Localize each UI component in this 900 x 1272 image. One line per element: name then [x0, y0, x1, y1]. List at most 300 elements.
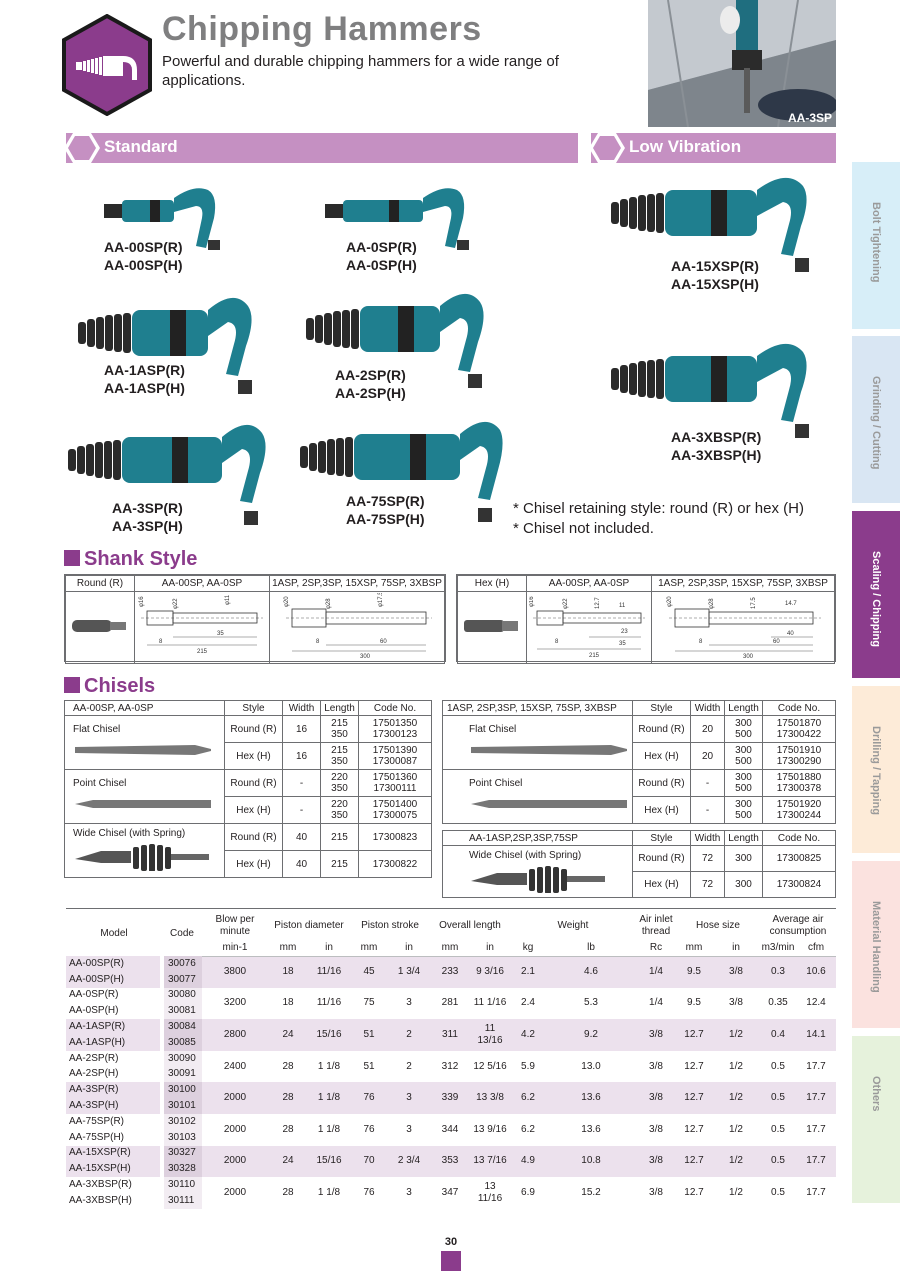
- width-cell: 16: [283, 743, 321, 770]
- dim-label: 60: [773, 639, 780, 645]
- spec-m3: 0.5: [760, 1146, 796, 1178]
- code-cell: 17300290: [776, 756, 822, 767]
- hdr-piston-stroke: Piston stroke: [361, 920, 419, 931]
- width-cell: 16: [283, 716, 321, 743]
- model-h: AA-2SP(H): [335, 385, 406, 401]
- length-cell: 300: [725, 872, 763, 898]
- hdr-air-consumption: Average air consumption: [769, 914, 827, 937]
- spec-code: 30080: [162, 988, 202, 1004]
- spec-pd-in: 15/16: [308, 1146, 350, 1178]
- width-cell: 40: [283, 851, 321, 878]
- shank-hex-large-header: 1ASP, 2SP,3SP, 15XSP, 75SP, 3XBSP: [652, 576, 835, 592]
- heading-square-icon: [64, 677, 80, 693]
- spec-st-in: 3: [388, 1082, 430, 1114]
- unit: cfm: [796, 940, 836, 956]
- spec-code: 30076: [162, 956, 202, 972]
- length-cell: 215: [331, 745, 348, 756]
- code-cell: 17300825: [763, 846, 836, 872]
- spec-model: AA-75SP(H): [66, 1130, 162, 1146]
- hdr-weight: Weight: [557, 920, 589, 931]
- spec-table: [66, 912, 836, 1209]
- model-h: AA-3SP(H): [112, 518, 183, 534]
- spec-row: [66, 1051, 836, 1067]
- spec-m3: 0.4: [760, 1019, 796, 1051]
- width-cell: -: [691, 797, 725, 824]
- spec-pd-mm: 18: [268, 988, 308, 1020]
- spec-st-in: 2: [388, 1051, 430, 1083]
- spec-ol-in: 13 3/8: [470, 1082, 510, 1114]
- model-h: AA-00SP(H): [104, 257, 183, 273]
- dim-label: φ28: [709, 598, 715, 609]
- side-tab-label: Drilling / Tapping: [870, 726, 882, 816]
- length-cell: 500: [735, 783, 752, 794]
- side-tab-label: Scaling / Chipping: [870, 551, 882, 647]
- spec-pd-mm: 18: [268, 956, 308, 988]
- spec-cfm: 17.7: [796, 1082, 836, 1114]
- spec-model: AA-1ASP(R): [66, 1019, 162, 1035]
- hex-large-diagram: [655, 593, 831, 659]
- flat-chisel-cell: [443, 716, 633, 770]
- label-aa-3xbsp: [671, 428, 761, 464]
- col-code: Code No.: [763, 701, 836, 716]
- label-aa-2sp: [335, 366, 406, 402]
- shank-hex-small-drawing: [527, 592, 652, 664]
- length-cell: 300: [735, 772, 752, 783]
- spec-pd-mm: 28: [268, 1082, 308, 1114]
- code-cell: 17300823: [359, 824, 432, 851]
- spec-ol-in: 13 7/16: [470, 1146, 510, 1178]
- standard-banner-label: Standard: [104, 137, 178, 156]
- dim-label: φ16: [139, 596, 145, 607]
- dim-label: 17.5: [751, 597, 757, 609]
- spec-rc: 3/8: [636, 1051, 676, 1083]
- spec-pd-in: 11/16: [308, 956, 350, 988]
- wide-chisel-cell: [65, 824, 225, 878]
- low-vibration-banner-label: Low Vibration: [629, 137, 742, 156]
- length-cell: 350: [331, 756, 348, 767]
- shank-round-label: Round (R): [66, 576, 135, 592]
- spec-row: [66, 988, 836, 1004]
- spec-ol-mm: 347: [430, 1177, 470, 1209]
- shank-round-large-drawing: [270, 592, 445, 664]
- spec-ol-in: 11 13/16: [470, 1019, 510, 1051]
- style-cell: Round (R): [225, 770, 283, 797]
- style-cell: Round (R): [225, 716, 283, 743]
- chisel-table-small: [64, 700, 432, 878]
- spec-st-mm: 75: [350, 988, 388, 1020]
- spec-kg: 4.2: [510, 1019, 546, 1051]
- side-tab-bolt-tightening[interactable]: [852, 162, 900, 329]
- hex-shank-photo: [462, 606, 522, 646]
- spec-cfm: 17.7: [796, 1146, 836, 1178]
- side-tab-label: Others: [870, 1076, 882, 1112]
- point-chisel-label: Point Chisel: [73, 778, 127, 789]
- spec-ol-mm: 281: [430, 988, 470, 1020]
- spec-pd-mm: 24: [268, 1146, 308, 1178]
- spec-hose-mm: 12.7: [676, 1146, 712, 1178]
- code-cell: 17300111: [373, 783, 417, 794]
- model-r: AA-2SP(R): [335, 367, 406, 383]
- spec-ol-mm: 233: [430, 956, 470, 988]
- spec-st-in: 3: [388, 988, 430, 1020]
- dim-label: φ22: [563, 598, 569, 609]
- chisel-table-large: [442, 700, 836, 824]
- length-cell: 300: [735, 718, 752, 729]
- spec-rc: 3/8: [636, 1114, 676, 1146]
- spec-row: [66, 956, 836, 972]
- spec-bpm: 2000: [202, 1177, 268, 1209]
- spec-m3: 0.5: [760, 1051, 796, 1083]
- dim-label: 300: [360, 654, 371, 659]
- spec-row: [66, 1146, 836, 1162]
- model-h: AA-75SP(H): [346, 511, 425, 527]
- side-tab-drilling-tapping[interactable]: [852, 686, 900, 853]
- spec-model: AA-3XBSP(R): [66, 1177, 162, 1193]
- spec-model: AA-0SP(R): [66, 988, 162, 1004]
- spec-ol-mm: 353: [430, 1146, 470, 1178]
- spec-rc: 1/4: [636, 988, 676, 1020]
- code-cell: 17300824: [763, 872, 836, 898]
- spec-model: AA-75SP(R): [66, 1114, 162, 1130]
- note-chisel-not-included: * Chisel not included.: [513, 520, 654, 537]
- spec-model: AA-1ASP(H): [66, 1035, 162, 1051]
- page-subtitle: Powerful and durable chipping hammers for a wide range of applications.: [162, 53, 559, 89]
- shank-hex-large-drawing: [652, 592, 835, 664]
- spec-code: 30084: [162, 1019, 202, 1035]
- spec-hose-mm: 9.5: [676, 956, 712, 988]
- col-style: Style: [633, 701, 691, 716]
- col-length: Length: [725, 831, 763, 846]
- dim-label: 215: [589, 653, 600, 659]
- low-vibration-banner: [591, 133, 836, 163]
- dim-label: 35: [619, 641, 626, 647]
- label-aa-15xsp: [671, 257, 759, 293]
- spec-row: [66, 1114, 836, 1130]
- hdr-piston-diameter: Piston diameter: [274, 920, 344, 931]
- hdr-hose-size: Hose size: [696, 920, 740, 931]
- spec-m3: 0.5: [760, 1177, 796, 1209]
- style-cell: Hex (H): [225, 743, 283, 770]
- point-chisel-image: [73, 795, 213, 813]
- model-r: AA-15XSP(R): [671, 258, 759, 274]
- label-aa-00sp: [104, 238, 183, 274]
- spec-st-in: 2: [388, 1019, 430, 1051]
- code-cell: 17300822: [359, 851, 432, 878]
- spec-kg: 4.9: [510, 1146, 546, 1178]
- style-cell: Hex (H): [225, 851, 283, 878]
- model-h: AA-3XBSP(H): [671, 447, 762, 463]
- code-cell: 17501350: [372, 718, 418, 729]
- spec-hose-in: 1/2: [712, 1082, 760, 1114]
- length-cell: 215: [321, 824, 359, 851]
- round-small-diagram: [137, 593, 267, 659]
- unit: mm: [268, 940, 308, 956]
- col-code: Code No.: [359, 701, 432, 716]
- point-chisel-image: [469, 795, 629, 813]
- dim-label: φ11: [225, 594, 231, 605]
- side-tab-label: Bolt Tightening: [870, 202, 882, 283]
- spec-lb: 5.3: [546, 988, 636, 1020]
- unit: in: [470, 940, 510, 956]
- spec-st-mm: 45: [350, 956, 388, 988]
- spec-code: 30081: [162, 1003, 202, 1019]
- width-cell: 20: [691, 743, 725, 770]
- code-cell: 17501910: [776, 745, 822, 756]
- length-cell: 500: [735, 729, 752, 740]
- style-cell: Hex (H): [633, 797, 691, 824]
- spec-st-mm: 70: [350, 1146, 388, 1178]
- chisel-table-wide: [442, 830, 836, 898]
- hdr-overall-length: Overall length: [439, 920, 501, 931]
- length-cell: 350: [331, 810, 348, 821]
- spec-code: 30327: [162, 1146, 202, 1162]
- spec-ol-mm: 344: [430, 1114, 470, 1146]
- code-cell: 17501870: [776, 718, 822, 729]
- spec-body: [66, 956, 836, 1209]
- spec-cfm: 17.7: [796, 1051, 836, 1083]
- aa-3xbsp-image: [611, 342, 816, 442]
- page-number: 30: [444, 1236, 458, 1248]
- shank-hex-box: [456, 574, 836, 662]
- style-cell: Hex (H): [633, 872, 691, 898]
- spec-hose-mm: 12.7: [676, 1114, 712, 1146]
- col-width: Width: [691, 831, 725, 846]
- spec-lb: 15.2: [546, 1177, 636, 1209]
- spec-hose-in: 1/2: [712, 1019, 760, 1051]
- spec-hose-in: 1/2: [712, 1177, 760, 1209]
- side-tab-grinding-cutting[interactable]: [852, 336, 900, 503]
- point-chisel-cell: [65, 770, 225, 824]
- spec-hose-in: 3/8: [712, 956, 760, 988]
- spec-hose-in: 1/2: [712, 1114, 760, 1146]
- spec-kg: 6.9: [510, 1177, 546, 1209]
- page-number-marker: [441, 1251, 461, 1271]
- spec-pd-in: 1 1/8: [308, 1177, 350, 1209]
- hdr-air-inlet: Air inlet thread: [639, 914, 673, 937]
- unit: lb: [546, 940, 636, 956]
- spec-pd-mm: 28: [268, 1051, 308, 1083]
- spec-hose-mm: 12.7: [676, 1019, 712, 1051]
- col-code: Code No.: [763, 831, 836, 846]
- dim-label: φ28: [326, 598, 332, 609]
- style-cell: Hex (H): [633, 743, 691, 770]
- dim-label: φ22: [173, 598, 179, 609]
- model-h: AA-1ASP(H): [104, 380, 185, 396]
- spec-model: AA-15XSP(H): [66, 1161, 162, 1177]
- col-length: Length: [321, 701, 359, 716]
- shank-round-large-header: 1ASP, 2SP,3SP, 15XSP, 75SP, 3XBSP: [270, 576, 445, 592]
- spec-kg: 2.1: [510, 956, 546, 988]
- spec-kg: 6.2: [510, 1082, 546, 1114]
- dim-label: φ16: [529, 596, 535, 607]
- code-cell: 17300075: [372, 810, 418, 821]
- point-chisel-label: Point Chisel: [469, 778, 523, 789]
- dim-label: 8: [316, 639, 320, 645]
- spec-rc: 3/8: [636, 1082, 676, 1114]
- spec-st-mm: 51: [350, 1019, 388, 1051]
- code-cell: 17300244: [776, 810, 822, 821]
- dim-label: 40: [787, 631, 794, 637]
- spec-cfm: 10.6: [796, 956, 836, 988]
- banner-hex-tip-icon: [589, 133, 625, 163]
- dim-label: 8: [159, 639, 163, 645]
- side-tab-label: Material Handling: [870, 901, 882, 993]
- spec-cfm: 17.7: [796, 1177, 836, 1209]
- spec-st-in: 1 3/4: [388, 956, 430, 988]
- shank-style-heading: [64, 548, 197, 571]
- spec-hose-mm: 9.5: [676, 988, 712, 1020]
- spec-m3: 0.3: [760, 956, 796, 988]
- page-title: Chipping Hammers: [162, 10, 482, 48]
- side-tab-material-handling[interactable]: [852, 861, 900, 1028]
- code-cell: 17300087: [372, 756, 418, 767]
- spec-row: [66, 1082, 836, 1098]
- spec-model: AA-00SP(H): [66, 972, 162, 988]
- spec-model: AA-15XSP(R): [66, 1146, 162, 1162]
- point-chisel-cell: [443, 770, 633, 824]
- code-cell: 17300378: [776, 783, 822, 794]
- length-cell: 300: [725, 846, 763, 872]
- heading-square-icon: [64, 550, 80, 566]
- model-h: AA-0SP(H): [346, 257, 417, 273]
- shank-hex-label: Hex (H): [458, 576, 527, 592]
- spec-cfm: 12.4: [796, 988, 836, 1020]
- round-shank-photo: [70, 606, 130, 646]
- dim-label: 8: [699, 639, 703, 645]
- chisels-title: Chisels: [84, 675, 156, 697]
- spec-ol-in: 9 3/16: [470, 956, 510, 988]
- unit: mm: [676, 940, 712, 956]
- spec-kg: 6.2: [510, 1114, 546, 1146]
- unit: in: [712, 940, 760, 956]
- width-cell: -: [283, 770, 321, 797]
- hdr-code: Code: [170, 928, 194, 939]
- dim-label: 23: [621, 629, 628, 635]
- spec-rc: 3/8: [636, 1177, 676, 1209]
- spec-code: 30111: [162, 1193, 202, 1209]
- spec-model: AA-3SP(H): [66, 1098, 162, 1114]
- spec-row: [66, 1177, 836, 1193]
- model-r: AA-1ASP(R): [104, 362, 185, 378]
- hdr-model: Model: [100, 928, 128, 939]
- dim-label: φ20: [667, 596, 673, 607]
- length-cell: 500: [735, 756, 752, 767]
- spec-pd-in: 1 1/8: [308, 1051, 350, 1083]
- model-r: AA-00SP(R): [104, 239, 183, 255]
- spec-hose-mm: 12.7: [676, 1051, 712, 1083]
- hero-photo: [648, 0, 836, 127]
- spec-lb: 13.6: [546, 1082, 636, 1114]
- spec-st-in: 3: [388, 1114, 430, 1146]
- spec-lb: 13.0: [546, 1051, 636, 1083]
- dim-label: 60: [380, 639, 387, 645]
- col-width: Width: [283, 701, 321, 716]
- spec-model: AA-2SP(R): [66, 1051, 162, 1067]
- style-cell: Round (R): [225, 824, 283, 851]
- unit: Rc: [636, 940, 676, 956]
- spec-code: 30102: [162, 1114, 202, 1130]
- col-length: Length: [725, 701, 763, 716]
- spec-st-in: 2 3/4: [388, 1146, 430, 1178]
- length-cell: 215: [321, 851, 359, 878]
- spec-ol-mm: 339: [430, 1082, 470, 1114]
- col-style: Style: [633, 831, 691, 846]
- unit: min-1: [202, 940, 268, 956]
- spec-pd-in: 11/16: [308, 988, 350, 1020]
- spec-m3: 0.35: [760, 988, 796, 1020]
- spec-pd-in: 15/16: [308, 1019, 350, 1051]
- spec-ol-mm: 311: [430, 1019, 470, 1051]
- length-cell: 300: [735, 799, 752, 810]
- width-cell: -: [691, 770, 725, 797]
- spec-rc: 1/4: [636, 956, 676, 988]
- shank-round-photo: [66, 592, 135, 664]
- code-cell: 17501390: [372, 745, 418, 756]
- width-cell: -: [283, 797, 321, 824]
- label-aa-1asp: [104, 361, 185, 397]
- spec-cfm: 17.7: [796, 1114, 836, 1146]
- model-r: AA-0SP(R): [346, 239, 417, 255]
- shank-round-small-header: AA-00SP, AA-0SP: [135, 576, 270, 592]
- spec-ol-in: 11 1/16: [470, 988, 510, 1020]
- round-large-diagram: [272, 593, 442, 659]
- spec-hose-mm: 12.7: [676, 1177, 712, 1209]
- length-cell: 300: [735, 745, 752, 756]
- spec-code: 30077: [162, 972, 202, 988]
- shank-round-small-drawing: [135, 592, 270, 664]
- dim-label: 12.7: [595, 597, 601, 609]
- wide-chisel-image: [73, 841, 213, 871]
- shank-style-title: Shank Style: [84, 548, 198, 570]
- wide-chisel-label: Wide Chisel (with Spring): [73, 828, 186, 839]
- label-aa-3sp: [112, 499, 183, 535]
- style-cell: Round (R): [633, 846, 691, 872]
- model-r: AA-3XBSP(R): [671, 429, 762, 445]
- spec-model: AA-2SP(H): [66, 1067, 162, 1083]
- unit: in: [388, 940, 430, 956]
- code-cell: 17501920: [776, 799, 822, 810]
- spec-lb: 9.2: [546, 1019, 636, 1051]
- side-tab-others[interactable]: [852, 1036, 900, 1203]
- banner-hex-tip-icon: [64, 133, 100, 163]
- unit: mm: [350, 940, 388, 956]
- width-cell: 72: [691, 872, 725, 898]
- hammer-in-use-photo: [648, 0, 836, 127]
- shank-hex-photo: [458, 592, 527, 664]
- side-tab-scaling-chipping[interactable]: [852, 511, 900, 678]
- code-cell: 17501360: [372, 772, 418, 783]
- style-cell: Hex (H): [225, 797, 283, 824]
- dim-label: 14.7: [785, 601, 797, 607]
- spec-bpm: 2000: [202, 1146, 268, 1178]
- spec-lb: 13.6: [546, 1114, 636, 1146]
- spec-code: 30085: [162, 1035, 202, 1051]
- spec-code: 30091: [162, 1067, 202, 1083]
- spec-hose-mm: 12.7: [676, 1082, 712, 1114]
- notes: [513, 499, 804, 539]
- note-retaining-style: * Chisel retaining style: round (R) or hex (H): [513, 500, 804, 517]
- standard-banner: [66, 133, 578, 163]
- hdr-bpm: Blow per minute: [215, 914, 255, 937]
- spec-ol-in: 13 9/16: [470, 1114, 510, 1146]
- spec-ol-in: 13 11/16: [470, 1177, 510, 1209]
- width-cell: 72: [691, 846, 725, 872]
- spec-hose-in: 3/8: [712, 988, 760, 1020]
- spec-code: 30110: [162, 1177, 202, 1193]
- spec-cfm: 14.1: [796, 1019, 836, 1051]
- spec-hose-in: 1/2: [712, 1146, 760, 1178]
- style-cell: Round (R): [633, 716, 691, 743]
